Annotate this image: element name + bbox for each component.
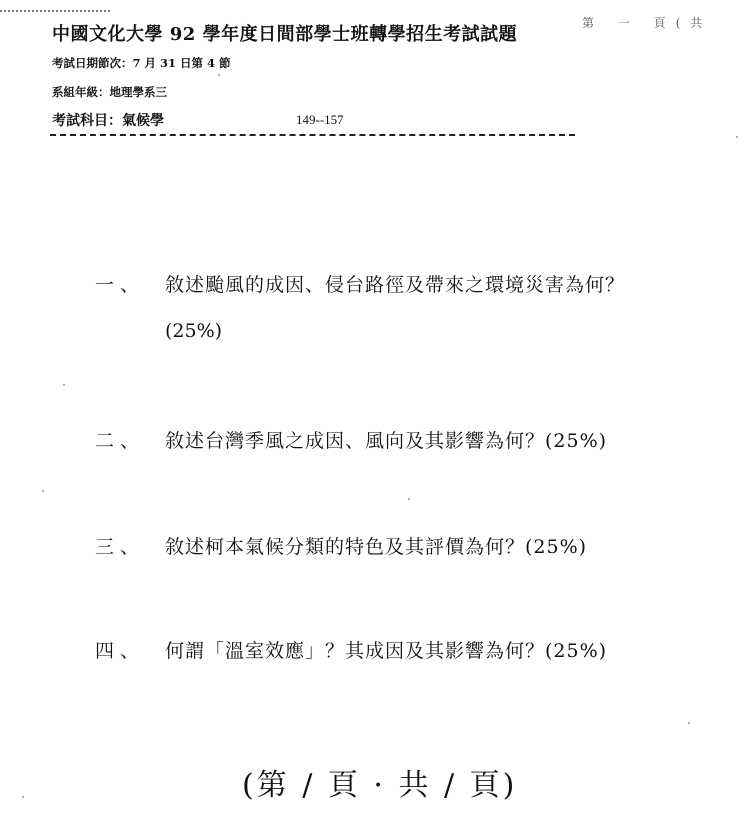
scan-speck	[42, 490, 44, 492]
department-grade: 系組年級：地理學系三	[52, 85, 167, 99]
question-1-text: 敘述颱風的成因、侵台路徑及帶來之環境災害為何？	[165, 274, 626, 296]
question-2-text: 敘述台灣季風之成因、風向及其影響為何？(25%)	[165, 430, 608, 452]
scan-speck	[63, 384, 65, 386]
question-2-number: 二、	[95, 430, 146, 452]
top-right-page-mark: 第 一 頁(共	[582, 16, 713, 30]
page-footer: (第 / 頁 · 共 / 頁)	[242, 768, 518, 803]
question-1-score: (25%)	[165, 320, 223, 342]
exam-date: 考試日期節次：7 月 31 日第 4 節	[52, 56, 231, 70]
scan-speck	[736, 136, 738, 138]
question-3-text: 敘述柯本氣候分類的特色及其評價為何？(25%)	[165, 536, 588, 558]
question-4-text: 何謂「溫室效應」？其成因及其影響為何？(25%)	[165, 640, 608, 662]
scan-speck	[22, 796, 24, 798]
scan-speck	[688, 722, 690, 724]
question-3-number: 三、	[95, 536, 146, 558]
header-divider	[50, 134, 575, 136]
question-4-number: 四、	[95, 640, 146, 662]
exam-subject: 考試科目：氣候學	[52, 113, 164, 129]
question-1-number: 一、	[95, 274, 146, 296]
exam-title: 中國文化大學 92 學年度日間部學士班轉學招生考試試題	[52, 24, 518, 45]
scan-edge-dashes	[0, 10, 110, 12]
scan-speck	[408, 498, 410, 500]
subject-code: 149--157	[296, 112, 344, 127]
scan-speck	[218, 74, 220, 76]
